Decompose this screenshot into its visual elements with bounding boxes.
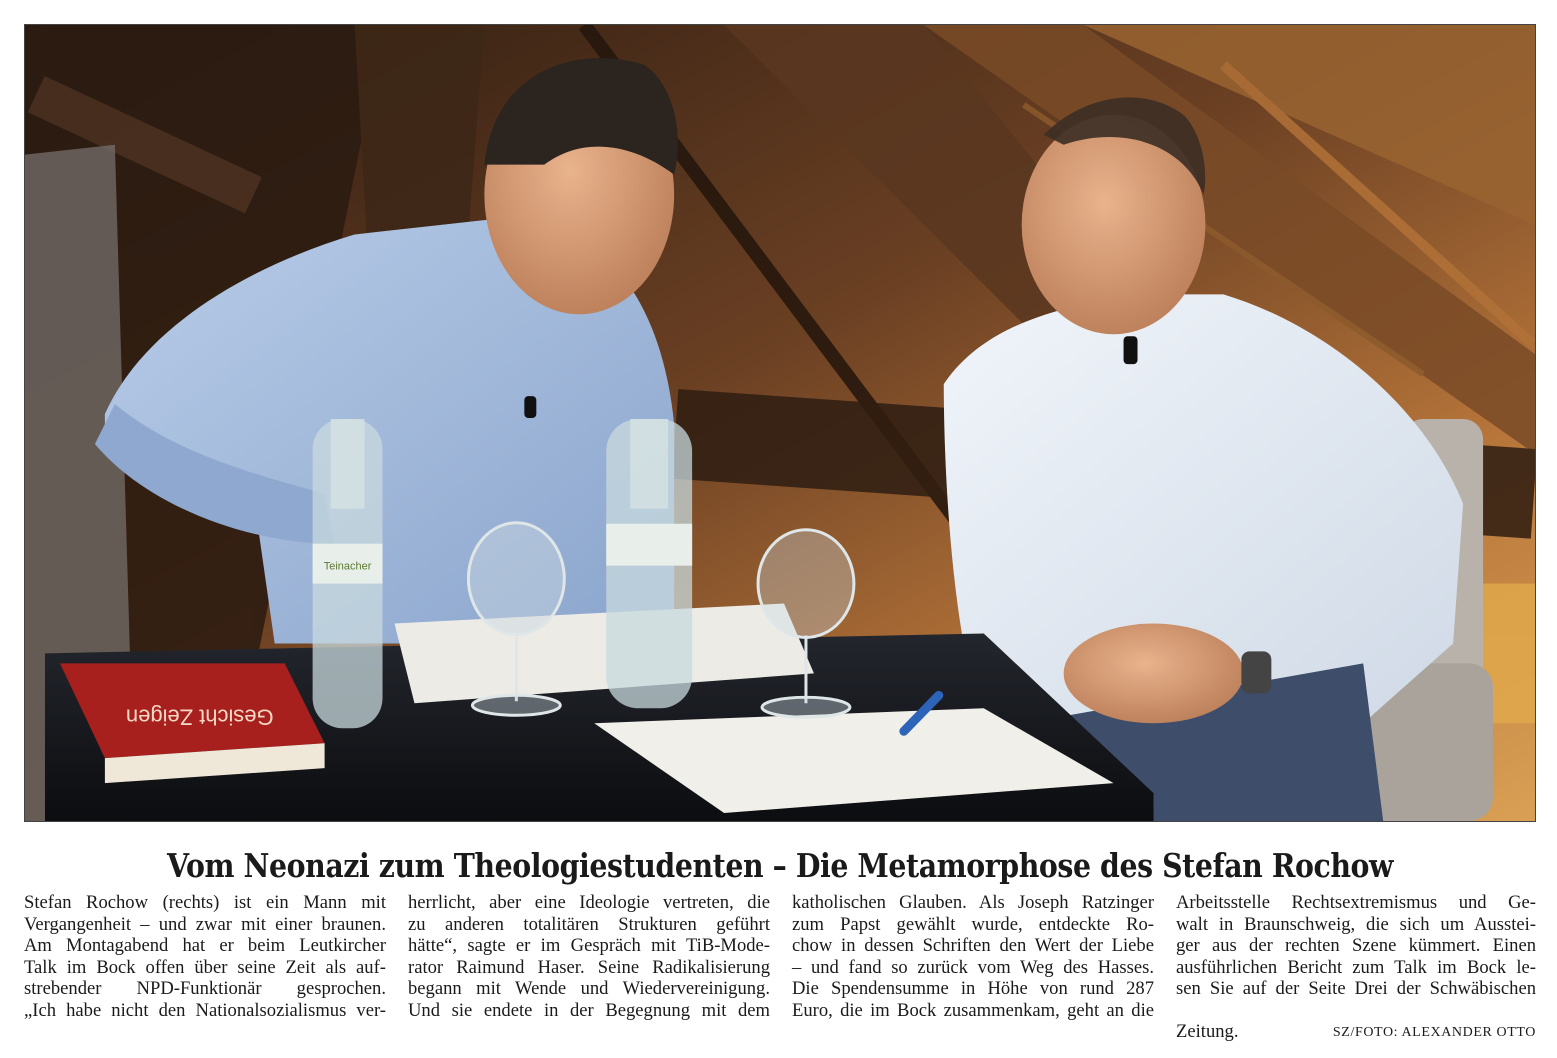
clasped-hands — [1064, 623, 1244, 723]
article-headline: Vom Neonazi zum Theologiestudenten – Die Metamorphose des Stefan Rochow — [166, 846, 1394, 885]
text-line: rator Raimund Haser. Seine Radikalisierung — [408, 956, 770, 978]
text-line: Vergangenheit – und zwar mit einer braunen. — [24, 913, 386, 935]
text-line: begann mit Wende und Wiedervereinigung. — [408, 978, 770, 1000]
text-line: Euro, die im Bock zusammenkam, geht an die — [792, 999, 1154, 1021]
text-line: Arbeitsstelle Rechtsextremismus und Ge- — [1176, 892, 1536, 913]
text-line: Die Spendensumme in Höhe von rund 287 — [792, 978, 1154, 1000]
text-line: – und fand so zurück vom Weg des Hasses. — [792, 956, 1154, 978]
text-line: ger aus der rechten Szene kümmert. Einen — [1176, 935, 1536, 957]
text-line: Am Montagabend hat er beim Leutkircher — [24, 935, 386, 957]
news-photo — [24, 24, 1536, 822]
text-line: Talk im Bock offen über seine Zeit als auf- — [24, 956, 386, 978]
text-line: zu anderen totalitären Strukturen geführt — [408, 913, 770, 935]
text-line: walt in Braunschweig, die sich um Ausstei- — [1176, 913, 1536, 935]
article-column-1 — [24, 892, 386, 1032]
bottle-label: Teinacher — [323, 560, 372, 573]
text-line: herrlicht, aber eine Ideologie vertreten, die — [408, 892, 770, 913]
text-line: Stefan Rochow (rechts) ist ein Mann mit — [24, 892, 386, 913]
photo-illustration — [25, 25, 1535, 821]
article-column-2 — [408, 892, 770, 1032]
text-line: Und sie endete in der Begegnung mit dem — [408, 999, 770, 1021]
text-line: „Ich habe nicht den Nationalsozialismus ver- — [24, 999, 386, 1021]
article-column-3 — [792, 892, 1154, 1032]
water-bottle-left — [313, 419, 383, 728]
text-line: strebender NPD-Funktionär gesprochen. — [24, 978, 386, 1000]
book-title: Gesicht Zeigen — [125, 704, 274, 730]
text-line: hätte“, sagte er im Gespräch mit TiB-Mode- — [408, 935, 770, 957]
wristwatch — [1241, 651, 1271, 693]
text-line: sen Sie auf der Seite Drei der Schwäbischen — [1176, 978, 1536, 1000]
photo-credit: SZ/FOTO: ALEXANDER OTTO — [1332, 1025, 1536, 1040]
text-line: ausführlichen Bericht zum Talk im Bock le- — [1176, 956, 1536, 978]
text-line: zum Papst gewählt wurde, entdeckte Ro- — [792, 913, 1154, 935]
text-line: katholischen Glauben. Als Joseph Ratzinger — [792, 892, 1154, 913]
water-bottle-right — [606, 419, 692, 708]
text-line: chow in dessen Schriften den Wert der Liebe — [792, 935, 1154, 957]
article-final-line: Zeitung. — [1176, 1021, 1239, 1042]
article-column-4 — [1176, 892, 1536, 1032]
